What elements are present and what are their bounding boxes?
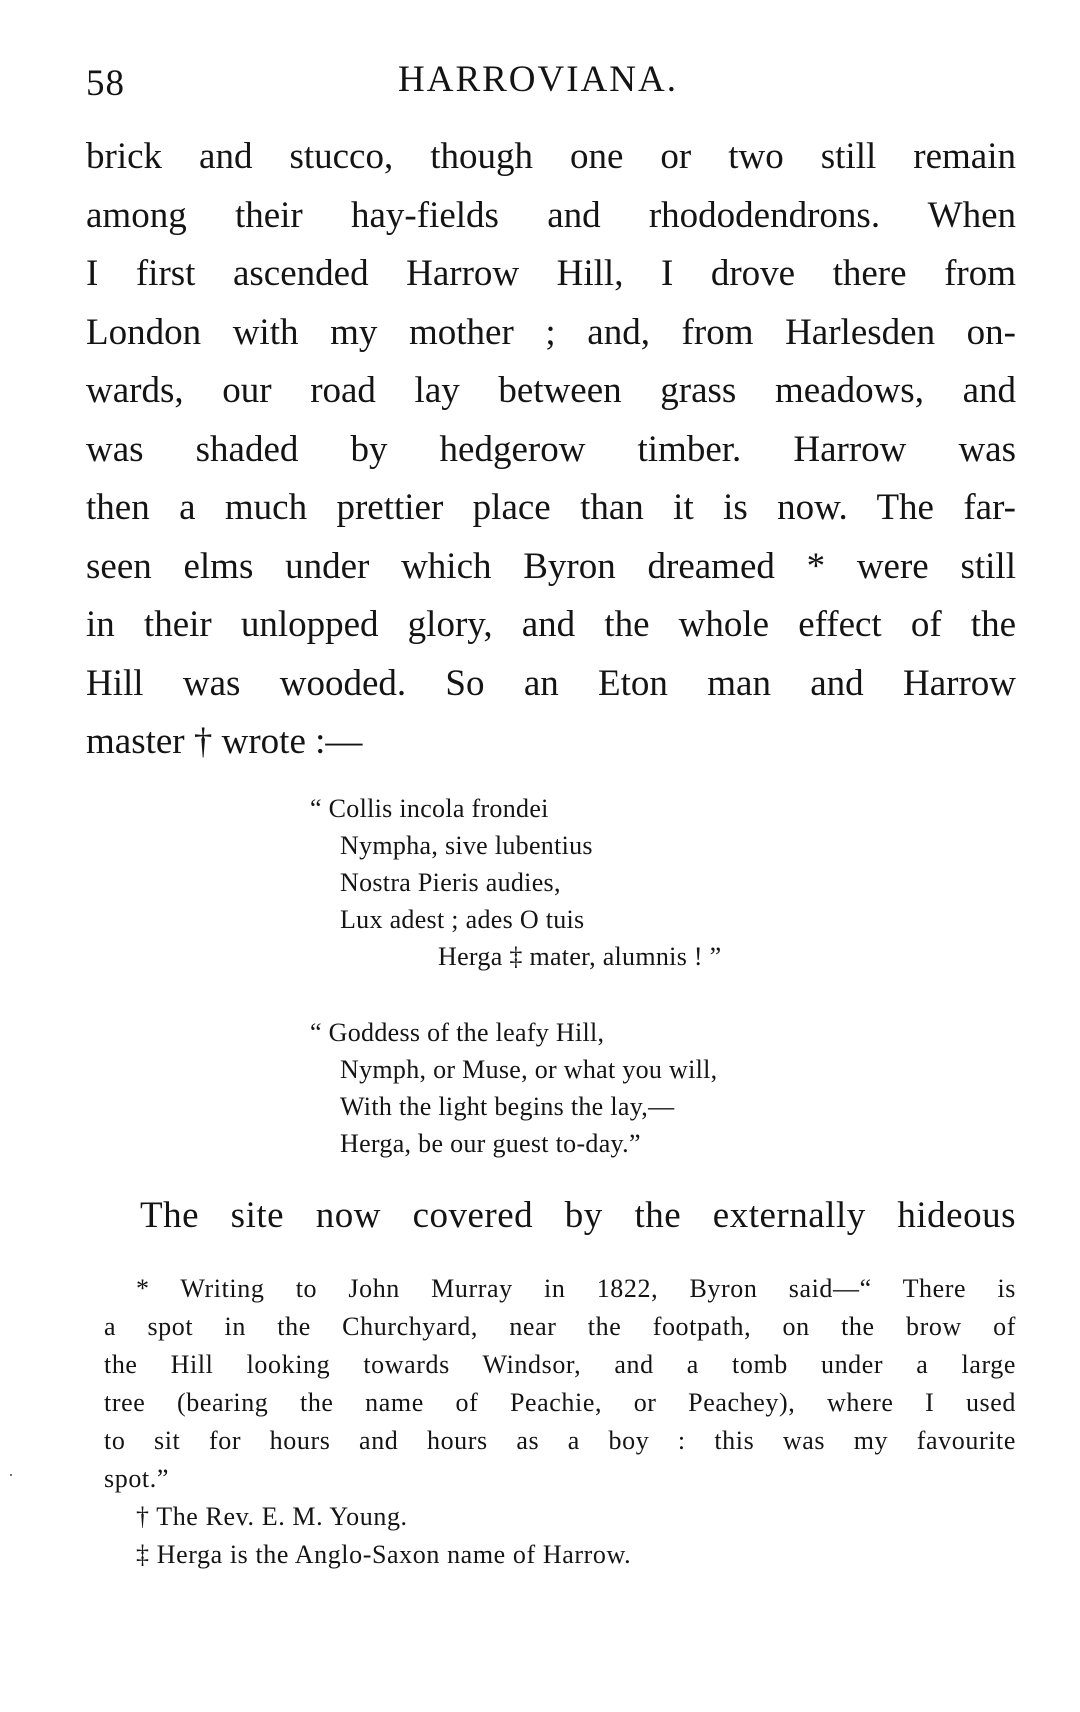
verse-line: Nympha, sive lubentius — [340, 831, 593, 860]
body-line: among their hay-fields and rhododendrons. When — [86, 194, 1016, 236]
body-line: in their unlopped glory, and the whole effect of the — [86, 604, 1016, 645]
latin-verse — [310, 790, 870, 975]
verse-line: Herga, be our guest to-day.” — [340, 1129, 641, 1158]
verse-line: Herga ‡ mater, alumnis ! ” — [438, 942, 722, 971]
footnote-star-line: spot.” — [104, 1464, 169, 1493]
verse-line: Nostra Pieris audies, — [340, 868, 561, 897]
paragraph-start: The site now covered by the externally hideous — [140, 1195, 1016, 1236]
page-number: 58 — [86, 63, 125, 104]
footnote-star-line: a spot in the Churchyard, near the footpath, on the brow of — [104, 1312, 1016, 1341]
verse-line: “ Collis incola frondei — [310, 794, 549, 823]
body-line: master † wrote :— — [86, 721, 363, 762]
body-line: seen elms under which Byron dreamed * were still — [86, 545, 1016, 587]
margin-speck — [10, 1474, 12, 1476]
page-header — [86, 58, 1016, 108]
body-line: London with my mother ; and, from Harlesden on- — [86, 311, 1016, 353]
footnotes — [104, 1270, 1016, 1574]
body-line: then a much prettier place than it is now. The far- — [86, 487, 1016, 528]
footnote-star-line: * Writing to John Murray in 1822, Byron said—“ There is — [136, 1274, 1016, 1303]
running-title: HARROVIANA. — [398, 59, 678, 100]
footnote-star-line: the Hill looking towards Windsor, and a tomb under a large — [104, 1350, 1016, 1379]
english-verse — [310, 1014, 870, 1162]
body-line: Hill was wooded. So an Eton man and Harrow — [86, 662, 1016, 704]
verse-line: Nymph, or Muse, or what you will, — [340, 1055, 718, 1084]
footnote-star-line: to sit for hours and hours as a boy : this was my favourite — [104, 1426, 1016, 1455]
body-line: I first ascended Harrow Hill, I drove there from — [86, 253, 1016, 294]
verse-line: “ Goddess of the leafy Hill, — [310, 1018, 605, 1047]
body-line: wards, our road lay between grass meadows, and — [86, 370, 1016, 411]
verse-line: With the light begins the lay,— — [340, 1092, 675, 1121]
footnote-dagger: † The Rev. E. M. Young. — [136, 1502, 408, 1531]
footnote-double-dagger: ‡ Herga is the Anglo-Saxon name of Harrow. — [136, 1540, 632, 1569]
body-line: was shaded by hedgerow timber. Harrow was — [86, 428, 1016, 470]
body-paragraph — [86, 128, 1016, 772]
body-line: brick and stucco, though one or two still remain — [86, 136, 1016, 177]
verse-line: Lux adest ; ades O tuis — [340, 905, 585, 934]
footnote-star-line: tree (bearing the name of Peachie, or Peachey), where I used — [104, 1388, 1016, 1417]
